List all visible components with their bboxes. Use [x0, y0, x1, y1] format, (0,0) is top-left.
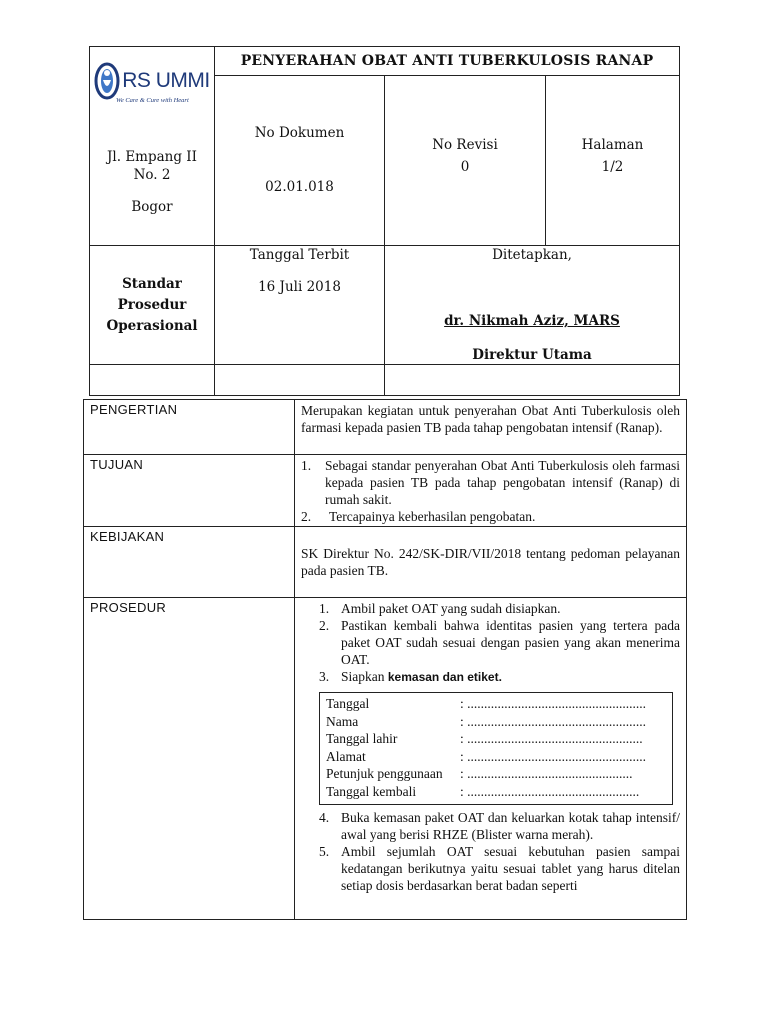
- table-row: [84, 598, 687, 920]
- list-item: 1. Sebagai standar penyerahan Obat Anti Tuberkulosis oleh farmasi kepada pasien TB pada tahap pengobatan intensif (Ranap) di rumah sakit.: [301, 458, 680, 507]
- tujuan-list-cell: [295, 455, 687, 527]
- logo-text: RS UMMI: [122, 69, 210, 92]
- prosedur-steps-a: [295, 600, 680, 686]
- kebijakan-label: KEBIJAKAN: [84, 527, 295, 598]
- no-dokumen-label: No Dokumen: [254, 125, 345, 142]
- approval-cell: [385, 246, 680, 365]
- logo-tagline: We Care & Cure with Heart: [116, 97, 189, 104]
- tujuan-label: TUJUAN: [84, 455, 295, 527]
- label-row: Nama : .....................................................: [326, 713, 647, 729]
- sop-line-1: Standar: [122, 275, 182, 292]
- list-item: 1. Ambil paket OAT yang sudah disiapkan.: [319, 601, 561, 616]
- kebijakan-text: SK Direktur No. 242/SK-DIR/VII/2018 tentang pedoman pelayanan pada pasien TB.: [295, 527, 687, 598]
- label-row: Tanggal kembali : ...................................................: [326, 783, 640, 799]
- etiket-label-box: [319, 692, 673, 805]
- prosedur-label: PROSEDUR: [84, 598, 295, 920]
- table-row: [84, 455, 687, 527]
- document-title: PENYERAHAN OBAT ANTI TUBERKULOSIS RANAP: [215, 47, 680, 76]
- tanggal-terbit-label: Tanggal Terbit: [249, 247, 350, 263]
- hospital-address: [90, 148, 214, 216]
- no-revisi-label: No Revisi: [432, 136, 498, 153]
- pengertian-label: PENGERTIAN: [84, 400, 295, 455]
- label-row: Tanggal : .....................................................: [326, 696, 647, 711]
- signatory-name: dr. Nikmah Aziz, MARS: [444, 313, 620, 329]
- ditetapkan-label: Ditetapkan,: [492, 247, 572, 263]
- hospital-logo-icon: [94, 62, 120, 100]
- empty-cell: [215, 365, 385, 396]
- halaman-cell: [546, 75, 680, 245]
- address-line-1: Jl. Empang II No. 2: [107, 149, 197, 183]
- label-row: Petunjuk penggunaan : .................................................: [326, 766, 633, 781]
- sop-content-table: [83, 399, 687, 920]
- empty-cell: [90, 365, 215, 396]
- no-dokumen-value: 02.01.018: [265, 179, 334, 196]
- list-item: 3. Siapkan kemasan dan etiket.: [319, 669, 502, 684]
- hospital-info-cell: [90, 47, 215, 246]
- sop-line-3: Operasional: [106, 317, 198, 334]
- empty-cell: [385, 365, 680, 396]
- list-item: 2. Tercapainya keberhasilan pengobatan.: [301, 509, 536, 524]
- table-row: [84, 400, 687, 455]
- no-revisi-cell: [385, 75, 546, 245]
- prosedur-cell: [295, 598, 687, 920]
- list-item: 2. Pastikan kembali bahwa identitas pasien yang tertera pada paket OAT sudah sesuai dengan pasien yang akan menerima OAT.: [319, 618, 680, 667]
- halaman-label: Halaman: [581, 136, 644, 153]
- pengertian-text: Merupakan kegiatan untuk penyerahan Obat Anti Tuberkulosis oleh farmasi kepada pasien TB pada tahap pengobatan intensif (Ranap).: [295, 400, 687, 455]
- address-line-2: Bogor: [131, 199, 173, 215]
- document-header: [89, 46, 680, 396]
- no-dokumen-cell: [215, 75, 385, 245]
- list-item: 5. Ambil sejumlah OAT sesuai kebutuhan pasien sampai kedatangan berikutnya yaitu sesuai tablet yang harus ditelan setiap dosis berdasarkan berat badan seperti: [319, 844, 680, 893]
- no-revisi-value: 0: [460, 158, 470, 175]
- prosedur-steps-b: [295, 809, 680, 894]
- sop-line-2: Prosedur: [117, 296, 187, 313]
- signatory-title: Direktur Utama: [472, 347, 592, 363]
- list-item: 4. Buka kemasan paket OAT dan keluarkan kotak tahap intensif/ awal yang berisi RHZE (Blister warna merah).: [319, 810, 680, 842]
- halaman-value: 1/2: [601, 158, 624, 175]
- label-row: Tanggal lahir : ....................................................: [326, 731, 643, 746]
- label-row: Alamat : .....................................................: [326, 748, 647, 764]
- tanggal-terbit-cell: [215, 246, 385, 365]
- table-row: [84, 527, 687, 598]
- tanggal-terbit-value: 16 Juli 2018: [258, 279, 341, 295]
- tujuan-list: [295, 457, 680, 525]
- sop-title-cell: [90, 246, 215, 365]
